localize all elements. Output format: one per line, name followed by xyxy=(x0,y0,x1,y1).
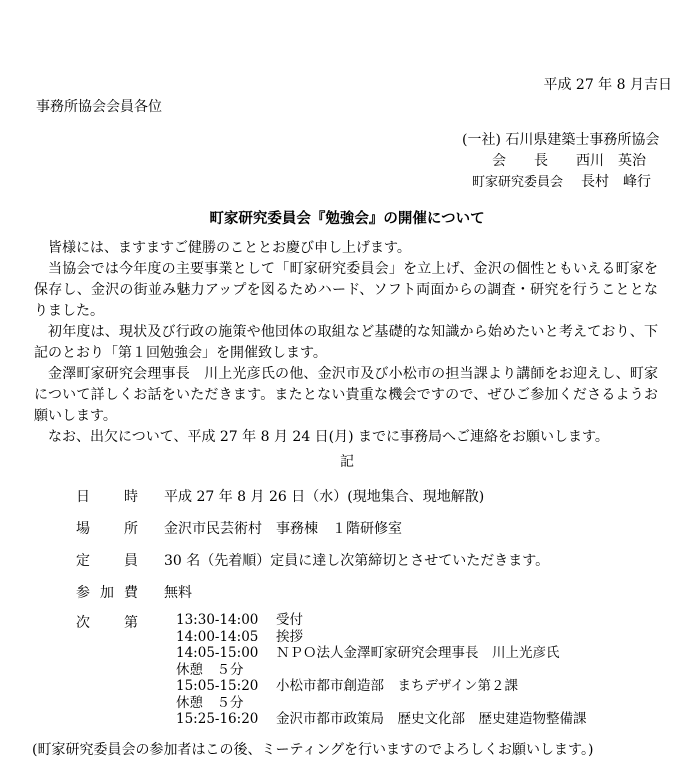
body-paragraph: 当協会では今年度の主要事業として「町家研究委員会」を立上げ、金沢の個性ともいえる町家を保存し、金沢の街並み魅力アップを図るためハード、ソフト両面からの調査・研究を行うこととなりました。 xyxy=(34,261,658,319)
schedule-break: 休憩 ５分 xyxy=(176,661,244,678)
body-paragraph: 初年度は、現状及び行政の施策や他団体の取組など基礎的な知識から始めたいと考えており、下記のとおり「第１回勉強会」を開催致します。 xyxy=(34,324,658,361)
addressee: 事務所協会会員各位 xyxy=(36,99,162,115)
schedule-time: 15:25-16:20 xyxy=(176,711,259,727)
document-title: 町家研究委員会『勉強会』の開催について xyxy=(209,210,485,227)
ki-heading: 記 xyxy=(340,454,354,470)
label-char: 所 xyxy=(124,521,138,537)
label-char: 参 xyxy=(76,585,90,601)
schedule-desc: 受付 xyxy=(276,612,303,628)
datetime-label xyxy=(76,486,138,506)
capacity-value: 30 名（先着順）定員に達し次第締切とさせていただきます。 xyxy=(164,553,550,569)
sender-chair-title: 会 長 xyxy=(492,153,548,169)
body-paragraph: 皆様には、ますますご健勝のこととお慶び申し上げます。 xyxy=(48,240,411,256)
sender-organization: (一社) 石川県建築士事務所協会 xyxy=(462,132,660,148)
body-paragraph: 金澤町家研究会理事長 川上光彦氏の他、金沢市及び小松市の担当課より講師をお迎えし、町家について詳しくお話をいただきます。またとない貴重な機会ですので、ぜひご参加くださるようお願いします。 xyxy=(34,366,658,424)
schedule-time: 15:05-15:20 xyxy=(176,678,259,694)
schedule-time: 13:30-14:00 xyxy=(176,612,259,628)
schedule-time: 14:05-15:00 xyxy=(176,645,259,661)
schedule-desc: 金沢市都市政策局 歴史文化部 歴史建造物整備課 xyxy=(276,711,587,727)
label-char: 第 xyxy=(124,615,138,631)
sender-chair xyxy=(492,150,646,170)
label-char: 定 xyxy=(76,553,90,569)
sender-committee-name: 長村 峰行 xyxy=(581,174,652,190)
schedule-desc: ＮＰＯ法人金澤町家研究会理事長 川上光彦氏 xyxy=(276,645,560,661)
schedule-time: 14:00-14:05 xyxy=(176,628,259,645)
capacity-label xyxy=(76,550,138,570)
fee-label xyxy=(76,582,138,602)
label-char: 場 xyxy=(76,521,90,537)
schedule-row xyxy=(176,629,587,646)
schedule-row xyxy=(176,711,587,728)
sender-committee-title: 町家研究委員会 xyxy=(472,175,564,190)
datetime-value: 平成 27 年 8 月 26 日（水）(現地集合、現地解散) xyxy=(164,489,485,505)
issue-date: 平成 27 年 8 月吉日 xyxy=(543,77,672,93)
schedule-row xyxy=(176,645,587,662)
label-char: 日 xyxy=(76,489,90,505)
body-text xyxy=(34,238,658,448)
sender-committee xyxy=(472,171,651,191)
label-char: 次 xyxy=(76,615,90,631)
schedule-row xyxy=(176,662,587,679)
schedule-row xyxy=(176,612,587,629)
place-value: 金沢市民芸術村 事務棟 １階研修室 xyxy=(164,521,402,537)
schedule-desc: 挨拶 xyxy=(276,628,303,645)
fee-value: 無料 xyxy=(164,585,192,601)
schedule-list xyxy=(176,612,587,728)
place-label xyxy=(76,518,138,538)
label-char: 費 xyxy=(124,585,138,601)
schedule-row xyxy=(176,678,587,695)
closing-note: (町家研究委員会の参加者はこの後、ミーティングを行いますのでよろしくお願いします。) xyxy=(32,742,594,758)
body-paragraph: なお、出欠について、平成 27 年 8 月 24 日(月) までに事務局へご連絡をお願いします。 xyxy=(48,429,609,445)
schedule-desc: 小松市都市創造部 まちデザイン第２課 xyxy=(276,678,519,694)
label-char: 加 xyxy=(100,585,114,601)
schedule-row xyxy=(176,695,587,712)
program-label xyxy=(76,612,138,632)
label-char: 時 xyxy=(124,489,138,505)
sender-chair-name: 西川 英治 xyxy=(576,153,646,169)
schedule-break: 休憩 ５分 xyxy=(176,694,244,711)
label-char: 員 xyxy=(124,553,138,569)
